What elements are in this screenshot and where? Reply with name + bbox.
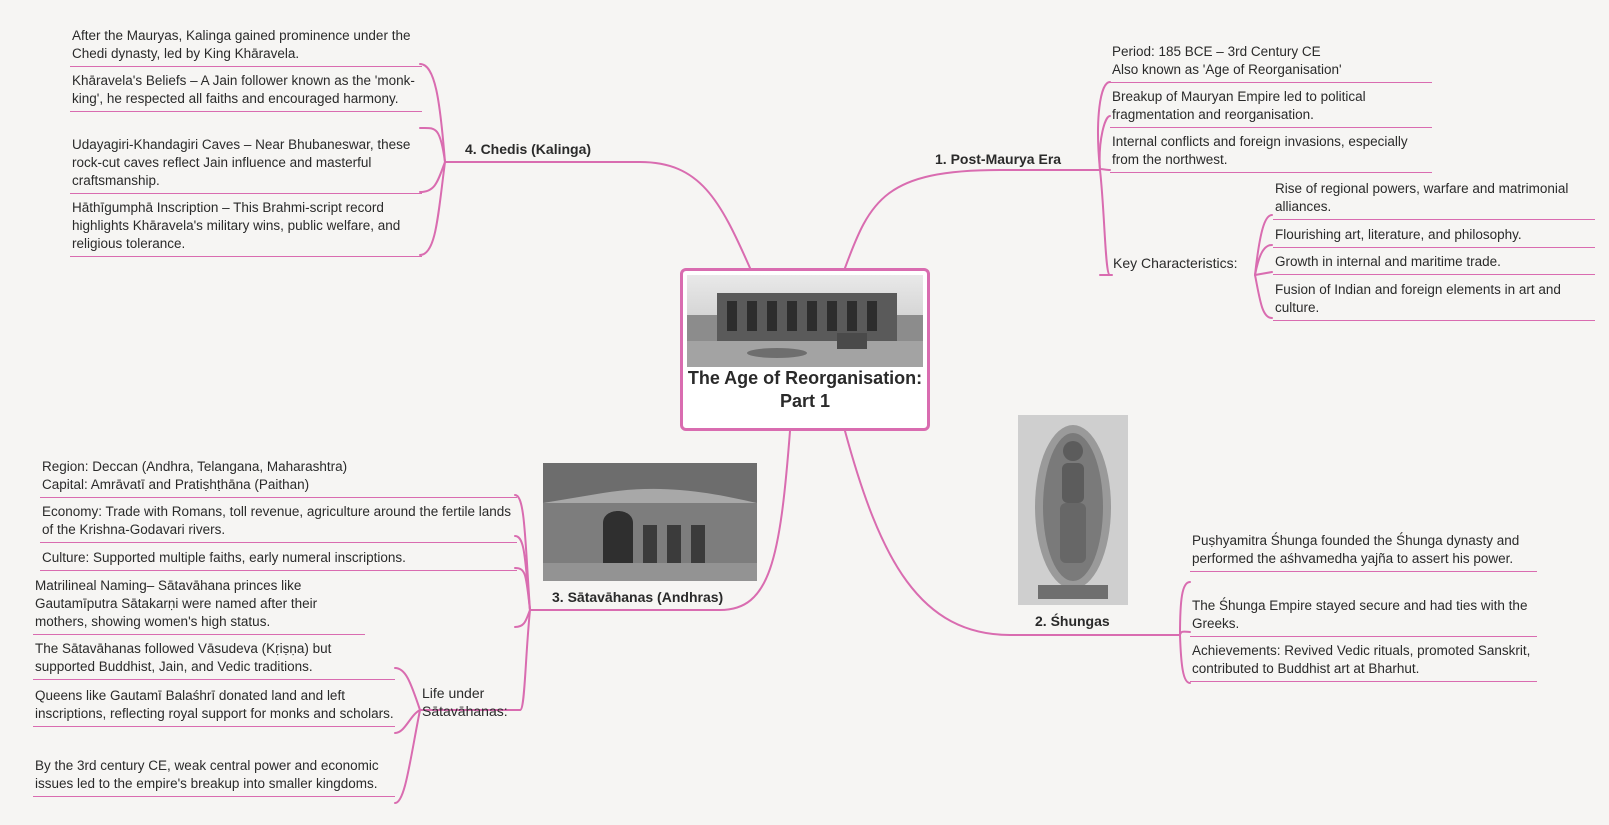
branch-shungas-label[interactable]: 2. Śhungas — [1035, 613, 1110, 629]
branch-satavahanas-label[interactable]: 3. Sātavāhanas (Andhras) — [552, 589, 724, 605]
satavahanas-item-4: Matrilineal Naming– Sātavāhana princes like Gautamīputra Sātakarṇi were named after their mothers, showing women's high status. — [33, 577, 365, 635]
satavahanas-item-3: Culture: Supported multiple faiths, early numeral inscriptions. — [40, 549, 517, 571]
shungas-item-1: Puṣhyamitra Śhunga founded the Śhunga dynasty and performed the aśhvamedha yajña to assert his power. — [1190, 532, 1537, 572]
central-topic[interactable] — [680, 268, 930, 431]
key-item-2: Flourishing art, literature, and philosophy. — [1273, 226, 1595, 248]
life-item-3: By the 3rd century CE, weak central power and economic issues led to the empire's breakup into smaller kingdoms. — [33, 757, 395, 797]
shungas-item-3: Achievements: Revived Vedic rituals, promoted Sanskrit, contributed to Buddhist art at Bharhut. — [1190, 642, 1537, 682]
shungas-item-2: The Śhunga Empire stayed secure and had ties with the Greeks. — [1190, 597, 1537, 637]
life-item-2: Queens like Gautamī Balaśhrī donated land and left inscriptions, reflecting royal support for monks and scholars. — [33, 687, 395, 727]
key-characteristics-label[interactable]: Key Characteristics: — [1113, 255, 1238, 271]
post-maurya-item-1 — [1110, 43, 1432, 83]
key-item-4: Fusion of Indian and foreign elements in art and culture. — [1273, 281, 1595, 321]
rock-cut-cave-photo — [543, 463, 757, 581]
chedis-item-1: After the Mauryas, Kalinga gained prominence under the Chedi dynasty, led by King Khāravela. — [70, 27, 422, 67]
branch-chedis-label[interactable]: 4. Chedis (Kalinga) — [465, 141, 592, 157]
chedis-item-3: Udayagiri-Khandagiri Caves – Near Bhubaneswar, these rock-cut caves reflect Jain influence and masterful craftsmanship. — [70, 136, 422, 194]
statue-photo — [1018, 415, 1128, 605]
central-title: The Age of Reorganisation: Part 1 — [687, 368, 923, 411]
chedis-item-4: Hāthīgumphā Inscription – This Brahmi-script record highlights Khāravela's military wins, public welfare, and religious tolerance. — [70, 199, 422, 257]
life-under-satavahanas-label[interactable]: Life under Sātavāhanas: — [422, 685, 508, 719]
post-maurya-period: Period: 185 BCE – 3rd Century CE Also known as 'Age of Reorganisation' — [1112, 44, 1342, 77]
key-item-1: Rise of regional powers, warfare and matrimonial alliances. — [1273, 180, 1595, 220]
key-item-3: Growth in internal and maritime trade. — [1273, 253, 1595, 275]
cave-photo — [687, 275, 923, 367]
satavahanas-item-1 — [40, 458, 517, 498]
life-item-1: The Sātavāhanas followed Vāsudeva (Kṛiṣṇa) but supported Buddhist, Jain, and Vedic traditions. — [33, 640, 395, 680]
branch-post-maurya-label[interactable]: 1. Post-Maurya Era — [935, 151, 1062, 167]
satavahanas-region: Region: Deccan (Andhra, Telangana, Maharashtra) Capital: Amrāvatī and Pratiṣhṭhāna (Paithan) — [42, 459, 348, 492]
post-maurya-item-3: Internal conflicts and foreign invasions, especially from the northwest. — [1110, 133, 1432, 173]
satavahanas-item-2: Economy: Trade with Romans, toll revenue, agriculture around the fertile lands of the Krishna-Godavari rivers. — [40, 503, 517, 543]
post-maurya-item-2: Breakup of Mauryan Empire led to political fragmentation and reorganisation. — [1110, 88, 1432, 128]
chedis-item-2: Khāravela's Beliefs – A Jain follower known as the 'monk-king', he respected all faiths and encouraged harmony. — [70, 72, 422, 112]
